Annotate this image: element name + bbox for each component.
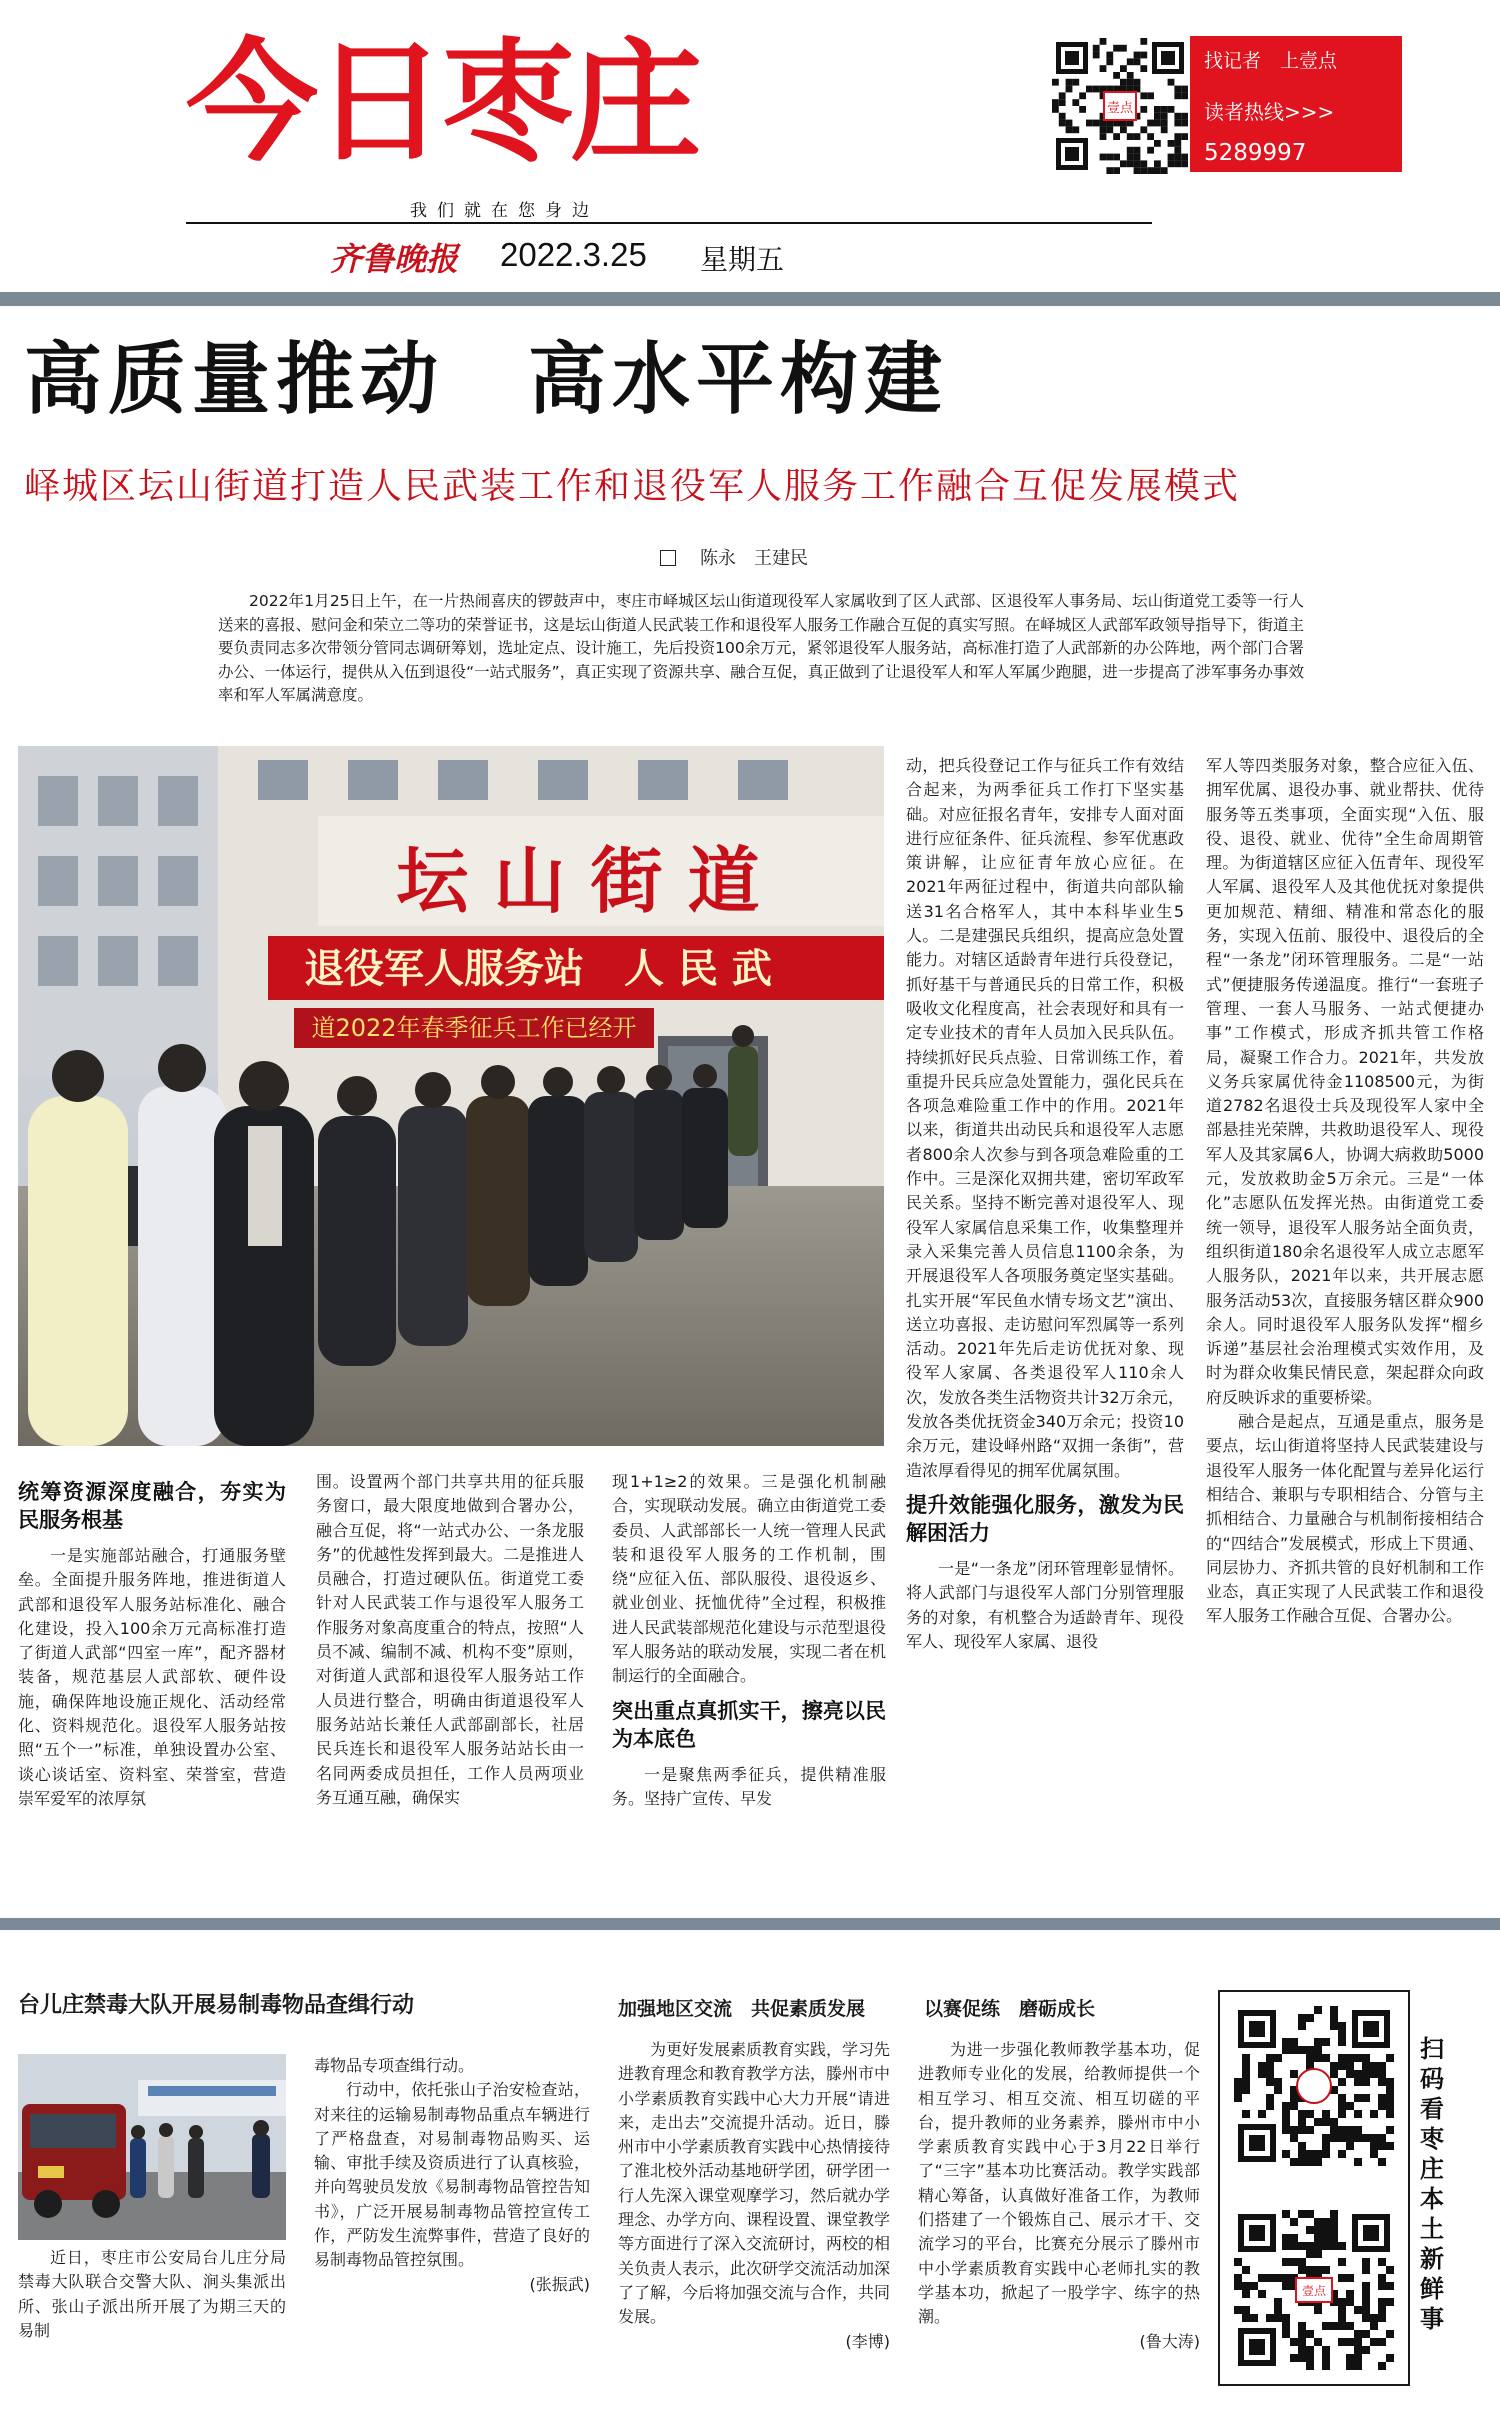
article-paragraph: 军人等四类服务对象，整合应征入伍、拥军优属、退役办事、就业帮扶、优待服务等五类事项，全面实现“入伍、服役、退役、就业、优待”全生命周期管理。为街道辖区应征入伍青年、现役军人军属、退役军人及其他优抚对象提供更加规范、精细、精准和常态化的服务，实现入伍前、服役中、退役后的全程“一条龙”闭环管理服务。二是“一站式”便捷服务传递温度。推行“一套班子管理、一套人马服务、一站式便捷办事”工作模式，形成齐抓共管工作格局，凝聚工作合力。2021年，共发放义务兵家属优待金1108500元，为街道2782名退役士兵及现役军人家中全部悬挂光荣牌，共救助退役军人、现役军人及其家属6人，协调大病救助5000元，发放救助金5万余元。三是“一体化”志愿队伍发挥光热。由街道党工委统一领导，退役军人服务站全面负责，组织街道180余名退役军人成立志愿军人服务队，2021年以来，共开展志愿服务活动53次，直接服务辖区群众900余人。同时退役军人服务队发挥“榴乡诉递”基层社会治理模式实效作用，及时为群众收集民情民意，架起群众向政府反映诉求的重要桥梁。 (1206, 756, 1484, 1407)
byline (660, 544, 808, 570)
masthead-rule (186, 222, 1152, 224)
news3-title: 以赛促练 磨砺成长 (924, 1998, 1096, 2020)
article-column-b (1206, 754, 1484, 1878)
hotline-label: 读者热线>>> (1204, 100, 1335, 124)
masthead-logo: 今日枣庄 (186, 26, 698, 180)
section-divider-middle (0, 1918, 1500, 1930)
article-photo (18, 746, 884, 1446)
scan-prompt: 扫码看枣庄本土新鲜事 (1420, 2034, 1444, 2333)
qr-panel (1218, 1990, 1410, 2386)
qr-code-icon (1234, 2210, 1394, 2370)
photo-banner-text: 道2022年春季征兵工作已经开 (311, 1014, 637, 1042)
qr-code-icon (1234, 2006, 1394, 2166)
section-heading-2: 突出重点真抓实干，擦亮以民为本底色 (612, 1698, 886, 1751)
reader-hotline-box (1190, 36, 1402, 172)
article-column-a (906, 754, 1184, 1878)
subheadline: 峄城区坛山街道打造人民武装工作和退役军人服务工作融合互促发展模式 (24, 466, 1241, 507)
news1-title: 台儿庄禁毒大队开展易制毒物品查缉行动 (18, 1993, 415, 2018)
news1-photo (18, 2054, 286, 2240)
issue-weekday: 星期五 (700, 243, 785, 276)
news3-body (918, 2038, 1200, 2382)
section-heading-1: 统筹资源深度融合，夯实为民服务根基 (18, 1480, 286, 1532)
qr-code-icon (1052, 38, 1188, 174)
section-divider-top (0, 292, 1500, 306)
qr-badge-label: 壹点 (1106, 101, 1134, 116)
article-paragraph: 一是“一条龙”闭环管理彰显情怀。将人武部门与退役军人部门分别管理服务的对象，有机整合为适龄青年、现役军人、现役军人家属、退役 (906, 1558, 1184, 1651)
byline-authors: 陈永 王建民 (700, 548, 808, 569)
hotline-number: 5289997 (1204, 140, 1307, 166)
qr-badge-label: 壹点 (1301, 2284, 1327, 2298)
news2-title: 加强地区交流 共促素质发展 (618, 1998, 866, 2020)
find-reporter-label: 找记者 上壹点 (1204, 50, 1338, 72)
photo-sign-station: 退役军人服务站 人 民 武 (304, 945, 772, 992)
news1-paragraph: 行动中，依托张山子治安检查站，对来往的运输易制毒物品重点车辆进行了严格盘查，对易制毒物品购买、运输、审批手续及资质进行了认真核验，并向驾驶员发放《易制毒物品管控告知书》，广泛开展易制毒物品管控宣传工作，严防发生流弊事件，营造了良好的易制毒物品管控氛围。 (314, 2080, 590, 2270)
news2-paragraph: 为更好发展素质教育实践，学习先进教育理念和教育教学方法，滕州市中小学素质教育实践中心大力开展“请进来，走出去”交流提升活动。近日，滕州市中小学素质教育实践中心热情接待了淮北校外活动基地研学团，研学团一行人先深入课堂观摩学习，然后就办学理念、办学方向、课程设置、课堂教学等方面进行了深入交流研讨，两校的相关负责人表示，此次研学交流活动加深了了解，今后将加强交流与合作，共同发展。 (618, 2040, 890, 2327)
news3-paragraph: 为进一步强化教师教学基本功，促进教师专业化的发展，给教师提供一个相互学习、相互交流、相互切磋的平台，提升教师的业务素养，滕州市中小学素质教育实践中心于3月22日举行了“三字”基本功比赛活动。教学实践部精心筹备，认真做好准备工作，为教师们搭建了一个锻炼自己、展示才干、交流学习的平台，比赛充分展示了滕州市中小学素质教育实践中心老师扎实的教学基本功，掀起了一股学字、练字的热潮。 (918, 2040, 1200, 2327)
newspaper-brand: 齐鲁晚报 (330, 240, 459, 278)
masthead-slogan: 我们就在您身边 (410, 201, 599, 221)
article-column-left (18, 1470, 286, 1880)
article-paragraph: 现1+1≥2的效果。三是强化机制融合，实现联动发展。确立由街道党工委委员、人武部部长一人统一管理人民武装和退役军人服务的工作机制，围绕“应征入伍、部队服役、退役返乡、就业创业、抚恤优待”全过程，积极推进人民武装部规范化建设与示范型退役军人服务站的联动发展，实现二者在机制运行的全面融合。 (612, 1472, 886, 1686)
photo-sign-street: 坛 山 街 道 (396, 838, 760, 923)
news2-author: (李博) (845, 2331, 890, 2351)
issue-date: 2022.3.25 (500, 236, 647, 273)
news1-body (314, 2054, 590, 2398)
article-column-mid1 (316, 1470, 584, 1880)
section-heading-3: 提升效能强化服务，激发为民解困活力 (906, 1492, 1184, 1545)
article-column-mid2 (612, 1470, 886, 1880)
article-paragraph: 一是实施部站融合，打通服务壁垒。全面提升服务阵地，推进街道人武部和退役军人服务站标准化、融合化建设，投入100余万元高标准打造了街道人武部“四室一库”，配齐器材装备，规范基层人武部软、硬件设施，确保阵地设施正规化、活动经常化、资料规范化。退役军人服务站按照“五个一”标准，单独设置办公室、谈心谈话室、资料室、荣誉室，营造崇军爱军的浓厚氛 (18, 1546, 286, 1808)
news2-body (618, 2038, 890, 2382)
article-paragraph: 一是聚焦两季征兵，提供精准服务。坚持广宣传、早发 (612, 1764, 886, 1808)
news1-author: (张振武) (529, 2274, 590, 2294)
news1-caption-text: 近日，枣庄市公安局台儿庄分局禁毒大队联合交警大队、涧头集派出所、张山子派出所开展了为期三天的易制 (18, 2248, 286, 2340)
news3-author: (鲁大涛) (1139, 2331, 1200, 2351)
byline-box-icon (660, 550, 676, 566)
news1-paragraph: 毒物品专项查缉行动。 (314, 2056, 475, 2075)
article-intro: 2022年1月25日上午，在一片热闹喜庆的锣鼓声中，枣庄市峄城区坛山街道现役军人家属收到了区人武部、区退役军人事务局、坛山街道党工委等一行人送来的喜报、慰问金和荣立二等功的荣誉证书，这是坛山街道人民武装工作和退役军人服务工作融合互促的真实写照。在峄城区人武部军政领导指导下，街道主要负责同志多次带领分管同志调研筹划，选址定点、设计施工，先后投资100余万元，紧邻退役军人服务站，高标准打造了人武部新的办公阵地，两个部门合署办公、一体运行，提供从入伍到退役“一站式服务”，真正实现了资源共享、融合互促，真正做到了让退役军人和军人军属少跑腿，进一步提高了涉军事务办事效率和军人军属满意度。 (218, 592, 1304, 704)
article-paragraph: 动，把兵役登记工作与征兵工作有效结合起来，为两季征兵工作打下坚实基础。对应征报名青年，安排专人面对面进行应征条件、征兵流程、参军优惠政策讲解，让应征青年放心应征。在2021年两征过程中，街道共向部队输送31名合格军人，其中本科毕业生5人。二是建强民兵组织，提高应急处置能力。对辖区适龄青年进行兵役登记，抓好基干与普通民兵的日常工作，积极吸收文化程度高，社会表现好和具有一定专业技术的青年人员加入民兵队伍。持续抓好民兵点验、日常训练工作，着重提升民兵应急处置能力，强化民兵在各项急难险重工作中的作用。2021年以来，街道共出动民兵和退役军人志愿者800余人次参与到各项急难险重的工作中。三是深化双拥共建，密切军政军民关系。坚持不断完善对退役军人、现役军人家属信息采集工作，收集整理并录入采集完善人员信息1100余条，为开展退役军人各项服务奠定坚实基础。扎实开展“军民鱼水情专场文艺”演出、送立功喜报、走访慰问军烈属等一系列活动。2021年先后走访优抚对象、现役军人家属、各类退役军人110余人次，发放各类生活物资共计32万余元，发放各类优抚资金340万余元；投资10余万元，建设峄州路“双拥一条街”，营造浓厚看得见的拥军优属氛围。 (906, 756, 1184, 1480)
news1-caption (18, 2246, 286, 2402)
article-paragraph: 融合是起点，互通是重点，服务是要点，坛山街道将坚持人民武装建设与退役军人服务一体化配置与差异化运行相结合、兼职与专职相结合、分管与主抓相结合、力量融合与机制衔接相结合的“四结合”发展模式，形成上下贯通、同层协力、齐抓共管的良好机制和工作业态，真正实现了人民武装工作和退役军人服务工作融合互促、合署办公。 (1206, 1412, 1484, 1626)
article-paragraph: 围。设置两个部门共享共用的征兵服务窗口，最大限度地做到合署办公，融合互促，将“一站式办公、一条龙服务”的优越性发挥到最大。二是推进人员融合，打造过硬队伍。街道党工委针对人民武装工作与退役军人服务工作服务对象高度重合的特点，按照“人员不减、编制不减、机构不变”原则，对街道人武部和退役军人服务站工作人员进行整合，明确由街道退役军人服务站站长兼任人武部副部长，社居民兵连长和退役军人服务站站长由一名同两委成员担任，工作人员两项业务互通互融，确保实 (316, 1472, 584, 1807)
headline: 高质量推动 高水平构建 (24, 334, 949, 425)
